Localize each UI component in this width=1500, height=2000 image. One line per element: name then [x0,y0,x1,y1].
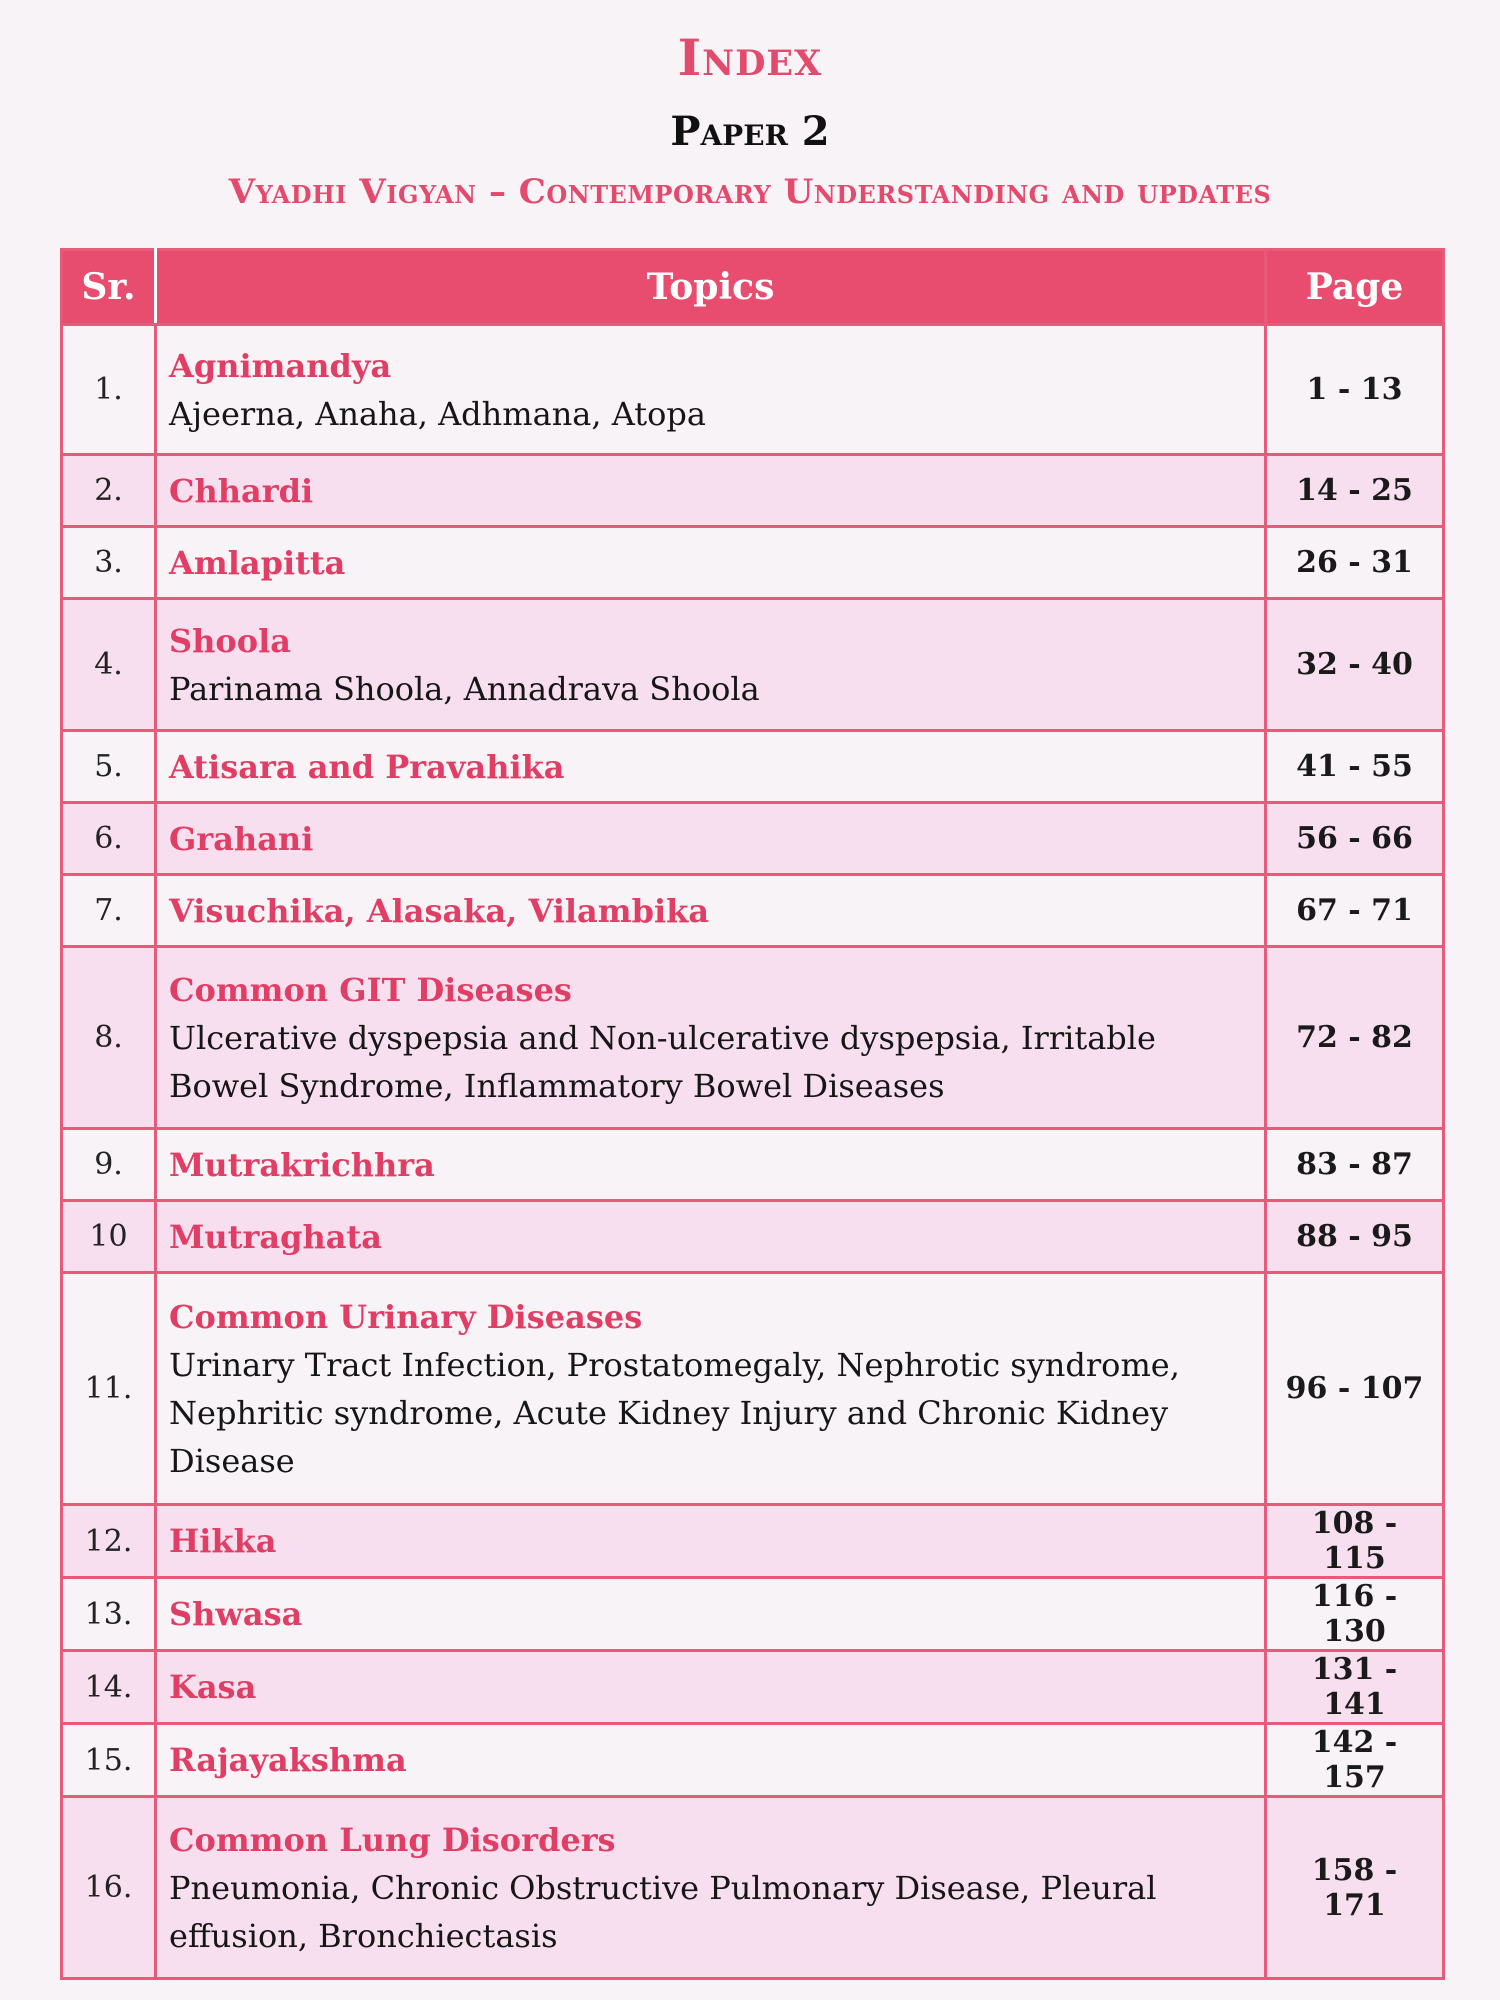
topic-title: Shwasa [169,1595,303,1633]
topic-subtopics: Parinama Shoola, Annadrava Shoola [169,669,760,708]
row-sr: 2. [62,455,156,527]
row-sr: 9. [62,1129,156,1201]
row-page-range: 1 - 13 [1266,325,1444,455]
topic-title: Grahani [169,819,314,858]
row-topic [156,731,1266,803]
page-title: Index [677,28,823,87]
row-sr: 6. [62,803,156,875]
topic-title: Atisara and Pravahika [169,747,565,786]
column-header-sr: Sr. [62,250,156,325]
topic-subtopics: Pneumonia, Chronic Obstructive Pulmonary Disease, Pleural effusion, Bronchiectasis [169,1868,1157,1955]
topic-title: Mutrakrichhra [169,1145,435,1184]
topic-title: Agnimandya [169,346,392,385]
table-row [62,947,1444,1129]
topic-title: Shoola [169,621,291,660]
topic-title: Common Lung Disorders [169,1820,616,1859]
row-topic [156,1273,1266,1505]
row-page-range: 96 - 107 [1266,1273,1444,1505]
row-sr: 10 [62,1201,156,1273]
row-page-range: 32 - 40 [1266,599,1444,731]
row-topic [156,599,1266,731]
row-sr: 1. [62,325,156,455]
column-header-topics: Topics [156,250,1266,325]
topic-title: Common Urinary Diseases [169,1297,643,1336]
paper-heading: Paper 2 [670,108,830,155]
table-row [62,527,1444,599]
table-row [62,1505,1444,1578]
row-topic [156,325,1266,455]
table-row [62,875,1444,947]
row-page-range: 72 - 82 [1266,947,1444,1129]
table-row [62,1273,1444,1505]
row-topic [156,1578,1266,1651]
row-topic [156,1797,1266,1979]
row-page-range: 56 - 66 [1266,803,1444,875]
row-page-range: 67 - 71 [1266,875,1444,947]
table-row [62,1201,1444,1273]
row-topic [156,875,1266,947]
table-row [62,325,1444,455]
topic-title: Mutraghata [169,1217,382,1256]
row-topic [156,1724,1266,1797]
row-page-range: 41 - 55 [1266,731,1444,803]
table-row [62,599,1444,731]
row-page-range: 26 - 31 [1266,527,1444,599]
column-header-page: Page [1266,250,1444,325]
row-topic [156,527,1266,599]
row-page-range: 116 - 130 [1266,1578,1444,1651]
table-row [62,731,1444,803]
table-header-row [62,250,1444,325]
row-topic [156,803,1266,875]
table-row [62,1724,1444,1797]
row-sr: 14. [62,1651,156,1724]
row-page-range: 88 - 95 [1266,1201,1444,1273]
topic-title: Amlapitta [169,543,346,582]
topic-title: Common GIT Diseases [169,970,572,1009]
row-topic [156,1129,1266,1201]
row-sr: 16. [62,1797,156,1979]
row-page-range: 131 - 141 [1266,1651,1444,1724]
index-table [60,248,1445,1980]
row-page-range: 108 - 115 [1266,1505,1444,1578]
row-topic [156,1505,1266,1578]
topic-title: Rajayakshma [169,1741,407,1779]
topic-title: Kasa [169,1668,257,1706]
row-page-range: 158 - 171 [1266,1797,1444,1979]
row-topic [156,947,1266,1129]
table-row [62,455,1444,527]
row-page-range: 14 - 25 [1266,455,1444,527]
subject-subtitle: Vyadhi Vigyan – Contemporary Understanding and updates [228,172,1272,212]
topic-subtopics: Urinary Tract Infection, Prostatomegaly, Nephrotic syndrome, Nephritic syndrome, Acute Kidney Injury and Chronic Kidney Disease [169,1345,1180,1480]
topic-subtopics: Ulcerative dyspepsia and Non-ulcerative dyspepsia, Irritable Bowel Syndrome, Inflammatory Bowel Diseases [169,1018,1156,1105]
table-row [62,1797,1444,1979]
row-page-range: 142 - 157 [1266,1724,1444,1797]
row-sr: 15. [62,1724,156,1797]
row-sr: 4. [62,599,156,731]
topic-title: Visuchika, Alasaka, Vilambika [169,891,710,930]
topic-subtopics: Ajeerna, Anaha, Adhmana, Atopa [169,394,706,433]
row-sr: 12. [62,1505,156,1578]
row-page-range: 83 - 87 [1266,1129,1444,1201]
row-topic [156,1651,1266,1724]
table-row [62,1578,1444,1651]
table-row [62,1651,1444,1724]
row-topic [156,1201,1266,1273]
row-sr: 7. [62,875,156,947]
topic-title: Chhardi [169,471,314,510]
topic-title: Hikka [169,1522,277,1560]
table-row [62,1129,1444,1201]
row-sr: 13. [62,1578,156,1651]
table-row [62,803,1444,875]
row-sr: 3. [62,527,156,599]
row-sr: 8. [62,947,156,1129]
row-sr: 11. [62,1273,156,1505]
row-topic [156,455,1266,527]
row-sr: 5. [62,731,156,803]
